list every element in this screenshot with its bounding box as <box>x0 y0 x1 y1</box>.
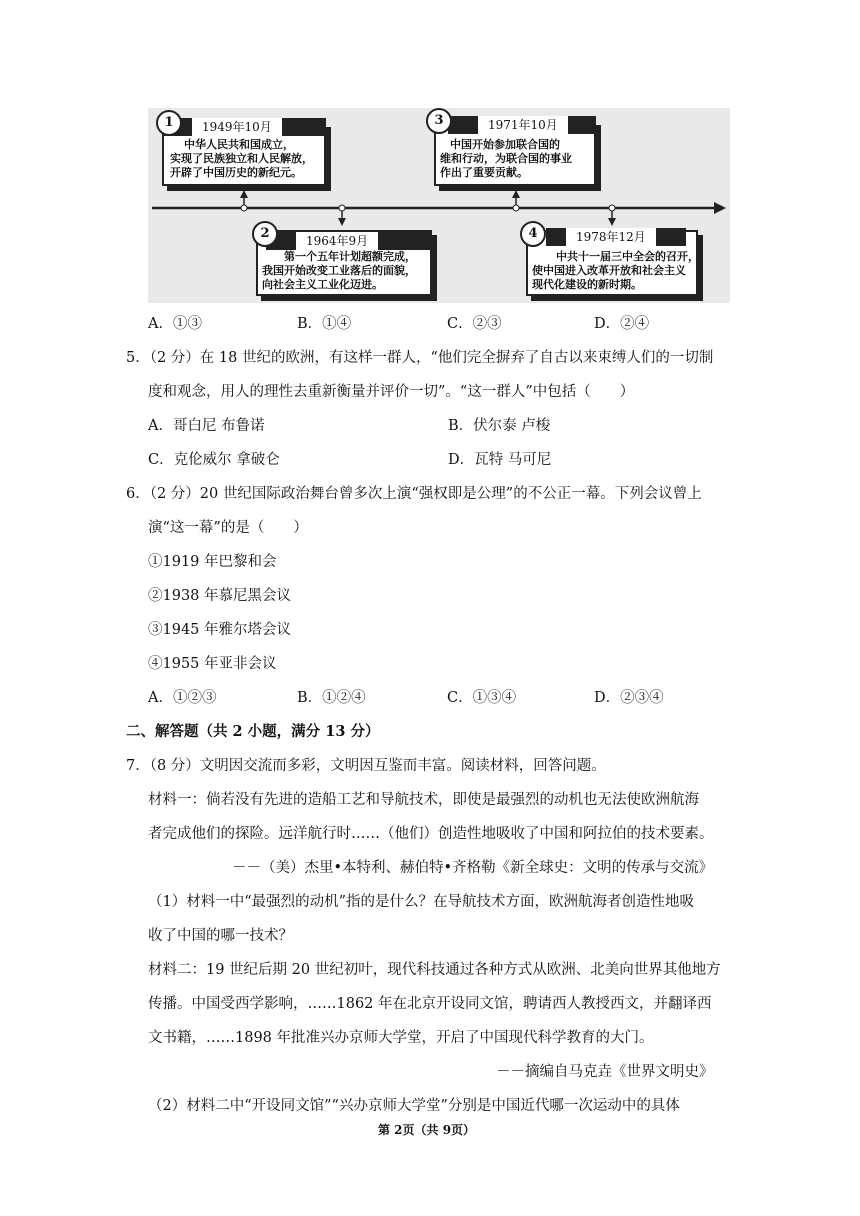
q7-material-2-line-2: 传播。中国受西学影响，……1862 年在北京开设同文馆，聘请西人教授西文，并翻译西 <box>148 996 712 1012</box>
q6-item-2: ②1938 年慕尼黑会议 <box>148 588 292 604</box>
event-1-number-icon: 1 <box>156 110 182 136</box>
q6-option-b: B．①②④ <box>297 690 366 706</box>
q7-material-2-line-3: 文书籍，……1898 年批准兴办京师大学堂，开启了中国现代科学教育的大门。 <box>148 1030 654 1046</box>
q6-option-d: D．②③④ <box>594 690 664 706</box>
q7-material-2-line-1: 材料二：19 世纪后期 20 世纪初叶，现代科技通过各种方式从欧洲、北美向世界其他地方 <box>148 962 721 978</box>
q6-item-3: ③1945 年雅尔塔会议 <box>148 622 292 638</box>
q4-option-a: A．①③ <box>148 316 202 332</box>
event-2-number-icon: 2 <box>252 221 278 247</box>
q5-option-a: A．哥白尼 布鲁诺 <box>148 418 265 434</box>
timeline-figure <box>148 108 730 303</box>
q7-material-1-source: －－（美）杰里•本特利、赫伯特•齐格勒《新全球史：文明的传承与交流》 <box>232 860 714 876</box>
q7-material-1-line-1: 材料一：倘若没有先进的造船工艺和导航技术，即使是最强烈的动机也无法使欧洲航海 <box>148 792 699 808</box>
event-2-line-2: 我国开始改变工业落后的面貌， <box>262 264 416 277</box>
q4-option-c: C．②③ <box>447 316 502 332</box>
section-2-title: 二、解答题（共 2 小题，满分 13 分） <box>126 723 380 740</box>
q5-option-c: C．克伦威尔 拿破仑 <box>148 452 280 468</box>
event-2-date: 1964年9月 <box>296 232 378 250</box>
q7-stem: 7．（8 分）文明因交流而多彩，文明因互鉴而丰富。阅读材料，回答问题。 <box>126 758 606 774</box>
event-2-line-3: 向社会主义工业化迈进。 <box>262 278 383 291</box>
event-1-date-bar <box>162 118 326 136</box>
event-4-line-1: 中共十一届三中全会的召开， <box>556 250 699 263</box>
page-footer: 第 2页（共 9页） <box>378 1123 476 1137</box>
q7-material-2-source: －－摘编自马克垚《世界文明史》 <box>496 1064 714 1080</box>
q6-stem-line-2: 演“这一幕”的是（ ） <box>148 520 308 536</box>
event-4-date-bar <box>546 228 686 246</box>
event-1-line-2: 实现了民族独立和人民解放， <box>170 152 313 165</box>
event-3-line-2: 维和行动，为联合国的事业 <box>440 152 572 165</box>
q6-option-c: C．①③④ <box>447 690 517 706</box>
event-4-line-3: 现代化建设的新时期。 <box>532 278 642 291</box>
q6-item-1: ①1919 年巴黎和会 <box>148 554 277 570</box>
q4-option-d: D．②④ <box>594 316 650 332</box>
q7-sub-question-2-line-1: （2）材料二中“开设同文馆”“兴办京师大学堂”分别是中国近代哪一次运动中的具体 <box>148 1098 680 1114</box>
q5-stem-line-1: 5．（2 分）在 18 世纪的欧洲，有这样一群人，“他们完全摒弃了自古以来束缚人们的一切制 <box>126 350 714 366</box>
q7-sub-question-1-line-2: 收了中国的哪一技术？ <box>148 928 293 944</box>
event-3-date: 1971年10月 <box>478 116 568 134</box>
event-4-number-icon: 4 <box>520 221 546 247</box>
event-2-date-bar <box>266 232 432 250</box>
q7-material-1-line-2: 者完成他们的探险。远洋航行时……（他们）创造性地吸收了中国和阿拉伯的技术要素。 <box>148 826 714 842</box>
event-3-line-1: 中国开始参加联合国的 <box>450 138 560 151</box>
event-2-line-1: 第一个五年计划超额完成， <box>284 250 416 263</box>
q7-sub-question-1-line-1: （1）材料一中“最强烈的动机”指的是什么？在导航技术方面，欧洲航海者创造性地吸 <box>148 894 695 910</box>
q4-option-b: B．①④ <box>297 316 352 332</box>
q6-stem-line-1: 6．（2 分）20 世纪国际政治舞台曾多次上演“强权即是公理”的不公正一幕。下列会议曾上 <box>126 486 702 502</box>
event-4-line-2: 使中国进入改革开放和社会主义 <box>532 264 686 277</box>
q5-option-d: D．瓦特 马可尼 <box>448 452 552 468</box>
event-4-date: 1978年12月 <box>566 228 656 246</box>
q5-option-b: B．伏尔泰 卢梭 <box>448 418 551 434</box>
q6-item-4: ④1955 年亚非会议 <box>148 656 277 672</box>
event-3-date-bar <box>448 116 596 134</box>
event-1-line-3: 开辟了中国历史的新纪元。 <box>170 166 302 179</box>
event-3-number-icon: 3 <box>426 108 452 134</box>
q6-option-a: A．①②③ <box>148 690 217 706</box>
event-3-line-3: 作出了重要贡献。 <box>440 166 528 179</box>
event-1-line-1: 中华人民共和国成立， <box>184 138 294 151</box>
event-1-date: 1949年10月 <box>192 118 282 136</box>
q5-stem-line-2: 度和观念，用人的理性去重新衡量并评价一切”。“这一群人”中包括（ ） <box>148 384 635 400</box>
